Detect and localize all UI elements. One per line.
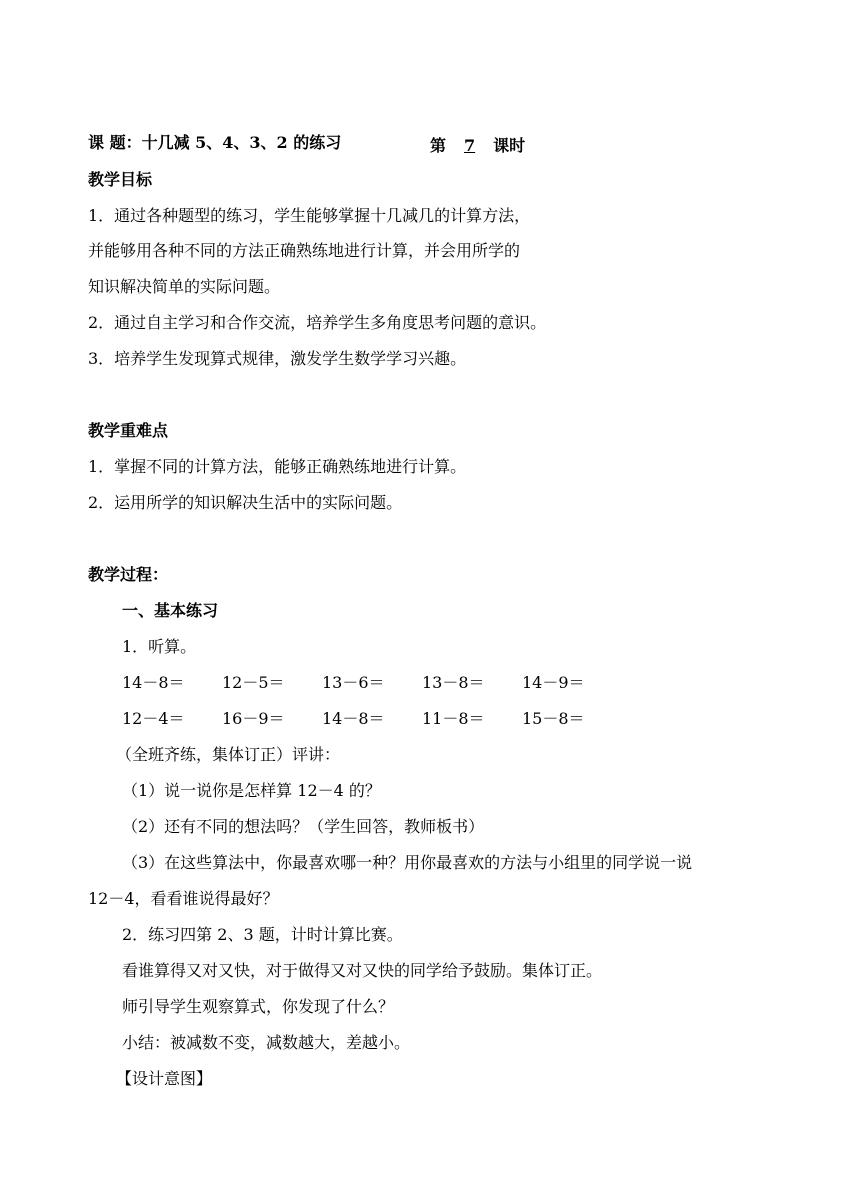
question-1: （1）说一说你是怎样算 12－4 的？ [122,781,381,800]
question-3-line-2: 12－4，看看谁说得最好？ [88,889,279,908]
expression: 13－8＝ [422,673,485,692]
lesson-prefix: 第 [430,136,447,155]
task-2: 2．练习四第 2、3 题，计时计算比赛。 [122,925,403,944]
goal-1-line-2: 并能够用各种不同的方法正确熟练地进行计算，并会用所学的 [88,241,521,260]
key-point-1: 1．掌握不同的计算方法，能够正确熟练地进行计算。 [88,457,467,476]
goal-1-line-3: 知识解决简单的实际问题。 [88,277,281,296]
key-points-heading: 教学重难点 [88,421,169,440]
goal-3: 3．培养学生发现算式规律，激发学生数学学习兴趣。 [88,349,467,368]
task-2-note-2: 师引导学生观察算式，你发现了什么？ [122,997,395,1016]
expression: 14－8＝ [322,709,385,728]
question-3-line-1: （3）在这些算法中，你最喜欢哪一种？用你最喜欢的方法与小组里的同学说一说 [122,853,693,872]
goal-2: 2．通过自主学习和合作交流，培养学生多角度思考问题的意识。 [88,313,547,332]
expression: 16－9＝ [222,709,285,728]
section-basic-practice: 一、基本练习 [122,601,219,620]
design-intent: 【设计意图】 [116,1069,213,1088]
expression: 11－8＝ [422,709,485,728]
expression: 13－6＝ [322,673,385,692]
task-2-note-1: 看谁算得又对又快，对于做得又对又快的同学给予鼓励。集体订正。 [122,961,603,980]
question-2: （2）还有不同的想法吗？（学生回答，教师板书） [122,817,485,836]
task-1: 1．听算。 [122,637,197,656]
expression: 15－8＝ [522,709,585,728]
expression: 12－5＝ [222,673,285,692]
expression: 14－9＝ [522,673,585,692]
summary: 小结：被减数不变，减数越大，差越小。 [122,1033,411,1052]
expression: 12－4＝ [122,709,185,728]
goal-1-line-1: 1．通过各种题型的练习，学生能够掌握十几减几的计算方法， [88,206,531,225]
key-point-2: 2．运用所学的知识解决生活中的实际问题。 [88,493,403,512]
process-heading: 教学过程： [88,565,169,584]
lesson-number: 7 [464,136,476,155]
lesson-suffix: 课时 [493,136,526,155]
lesson-title: 课 题：十几减 5、4、3、2 的练习 [88,133,342,152]
goals-heading: 教学目标 [88,170,153,189]
lesson-number-label [430,133,525,156]
practice-note: （全班齐练，集体订正）评讲： [116,745,341,764]
expression: 14－8＝ [122,673,185,692]
